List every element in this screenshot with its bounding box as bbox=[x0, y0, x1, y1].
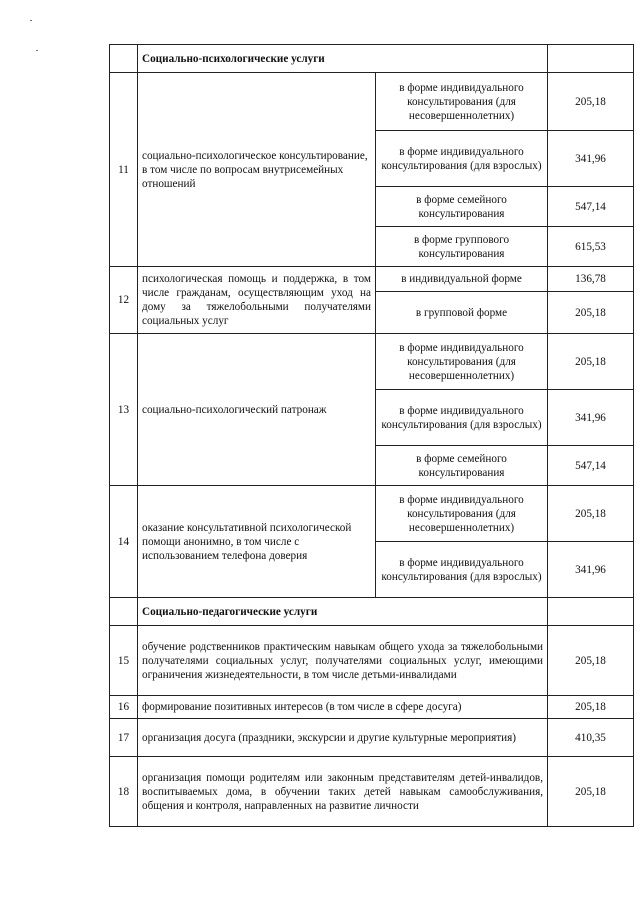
form-cell: в групповой форме bbox=[376, 292, 548, 334]
service-name: социально-психологический патронаж bbox=[138, 334, 376, 486]
table-row bbox=[110, 696, 634, 719]
services-price-table bbox=[109, 44, 634, 827]
table-row bbox=[110, 719, 634, 757]
form-cell: в индивидуальной форме bbox=[376, 267, 548, 292]
price-cell: 205,18 bbox=[548, 757, 634, 827]
row-number: 16 bbox=[110, 696, 138, 719]
number-cell bbox=[110, 598, 138, 626]
table-row bbox=[110, 626, 634, 696]
service-name: социально-психологическое консультирование, в том числе по вопросам внутрисемейных отношений bbox=[138, 73, 376, 267]
row-number: 12 bbox=[110, 267, 138, 334]
price-cell: 205,18 bbox=[548, 696, 634, 719]
price-cell: 205,18 bbox=[548, 626, 634, 696]
row-number: 14 bbox=[110, 486, 138, 598]
table-row bbox=[110, 757, 634, 827]
table-row bbox=[110, 486, 634, 542]
price-cell: 547,14 bbox=[548, 446, 634, 486]
form-cell: в форме индивидуального консультирования (для несовершеннолетних) bbox=[376, 73, 548, 131]
price-cell: 205,18 bbox=[548, 334, 634, 390]
table-row bbox=[110, 334, 634, 390]
service-name: организация досуга (праздники, экскурсии и другие культурные мероприятия) bbox=[138, 719, 548, 757]
row-number: 11 bbox=[110, 73, 138, 267]
price-cell bbox=[548, 45, 634, 73]
form-cell: в форме семейного консультирования bbox=[376, 446, 548, 486]
form-cell: в форме группового консультирования bbox=[376, 227, 548, 267]
form-cell: в форме индивидуального консультирования (для взрослых) bbox=[376, 542, 548, 598]
service-name: обучение родственников практическим навыкам общего ухода за тяжелобольными получателями социальных услуг, получателями социальных услуг, имеющими ограничения жизнедеятельности, в том числе детьми-инвалидами bbox=[138, 626, 548, 696]
service-name: организация помощи родителям или законным представителям детей-инвалидов, воспитываемых дома, в обучении таких детей навыкам самообслуживания, общения и контроля, направленных на развитие личности bbox=[138, 757, 548, 827]
row-number: 13 bbox=[110, 334, 138, 486]
section-row bbox=[110, 598, 634, 626]
form-cell: в форме индивидуального консультирования (для несовершеннолетних) bbox=[376, 486, 548, 542]
form-cell: в форме индивидуального консультирования (для взрослых) bbox=[376, 131, 548, 187]
scan-speck bbox=[36, 50, 38, 51]
price-cell: 547,14 bbox=[548, 187, 634, 227]
row-number: 15 bbox=[110, 626, 138, 696]
price-cell: 136,78 bbox=[548, 267, 634, 292]
row-number: 17 bbox=[110, 719, 138, 757]
price-cell: 205,18 bbox=[548, 486, 634, 542]
price-cell: 410,35 bbox=[548, 719, 634, 757]
service-name: оказание консультативной психологической помощи анонимно, в том числе с использованием телефона доверия bbox=[138, 486, 376, 598]
scan-speck bbox=[30, 20, 32, 21]
section-title: Социально-педагогические услуги bbox=[138, 598, 548, 626]
price-cell: 205,18 bbox=[548, 292, 634, 334]
row-number: 18 bbox=[110, 757, 138, 827]
service-name: формирование позитивных интересов (в том числе в сфере досуга) bbox=[138, 696, 548, 719]
price-cell: 205,18 bbox=[548, 73, 634, 131]
price-cell: 341,96 bbox=[548, 131, 634, 187]
price-cell: 615,53 bbox=[548, 227, 634, 267]
section-row bbox=[110, 45, 634, 73]
service-name: психологическая помощь и поддержка, в том числе гражданам, осуществляющим уход на дому за тяжелобольными получателями социальных услуг bbox=[138, 267, 376, 334]
price-cell: 341,96 bbox=[548, 542, 634, 598]
table-row bbox=[110, 267, 634, 292]
form-cell: в форме индивидуального консультирования (для взрослых) bbox=[376, 390, 548, 446]
section-title: Социально-психологические услуги bbox=[138, 45, 548, 73]
table-row bbox=[110, 73, 634, 131]
number-cell bbox=[110, 45, 138, 73]
price-cell bbox=[548, 598, 634, 626]
form-cell: в форме семейного консультирования bbox=[376, 187, 548, 227]
price-cell: 341,96 bbox=[548, 390, 634, 446]
form-cell: в форме индивидуального консультирования (для несовершеннолетних) bbox=[376, 334, 548, 390]
